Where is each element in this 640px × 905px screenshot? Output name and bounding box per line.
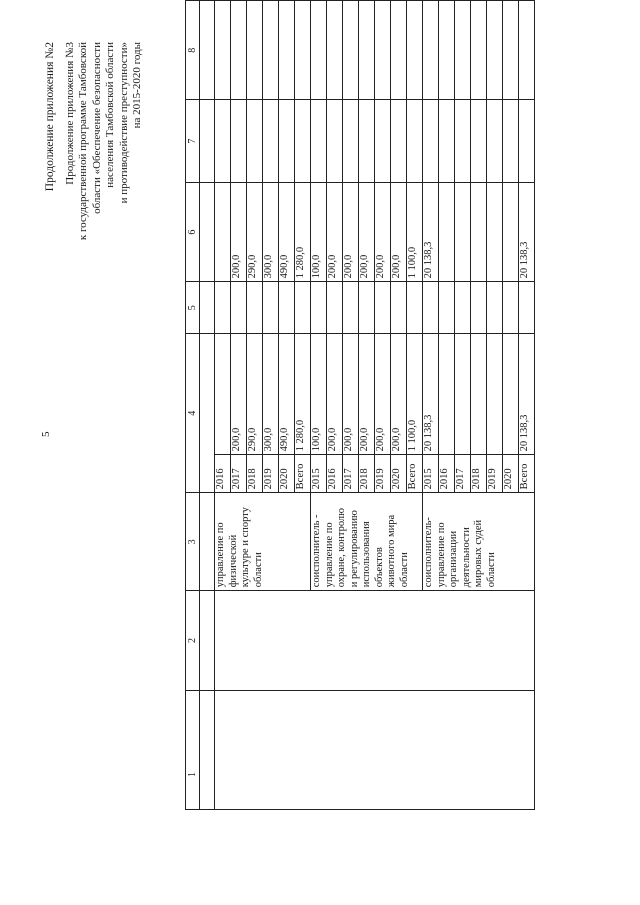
empty-cell	[343, 100, 359, 182]
empty-cell	[215, 100, 231, 182]
year-cell: 2016	[439, 455, 455, 493]
executor-line: объектов	[373, 547, 385, 588]
empty-cell	[519, 1, 535, 100]
empty-cell	[327, 100, 343, 182]
value-cell: 200,0	[343, 182, 359, 282]
empty-cell	[327, 1, 343, 100]
total-cell: 200,0	[375, 334, 391, 455]
empty-cell	[343, 282, 359, 334]
table-row	[215, 1, 231, 810]
empty-cell	[455, 282, 471, 334]
value-cell	[487, 182, 503, 282]
empty-cell	[231, 100, 247, 182]
year-cell: 2017	[231, 455, 247, 493]
empty-cell	[263, 1, 279, 100]
value-cell: 290,0	[247, 182, 263, 282]
empty-cell	[375, 1, 391, 100]
column-number: 4	[186, 334, 200, 493]
empty-cell	[247, 100, 263, 182]
empty-cell	[407, 100, 423, 182]
year-cell: 2020	[503, 455, 519, 493]
total-cell: 200,0	[359, 334, 375, 455]
total-cell: 1 100,0	[407, 334, 423, 455]
executor-line: использования	[361, 521, 372, 588]
executor-line: охране, контролю	[336, 507, 347, 588]
total-cell	[471, 334, 487, 455]
empty-cell	[423, 1, 439, 100]
appendix-header-line: населения Тамбовской области	[104, 42, 117, 188]
value-cell: 200,0	[231, 182, 247, 282]
empty-cell	[231, 1, 247, 100]
total-cell: 490,0	[279, 334, 295, 455]
empty-cell	[295, 1, 311, 100]
value-cell: 200,0	[327, 182, 343, 282]
empty-cell	[263, 282, 279, 334]
executor-line: управление по	[323, 522, 335, 588]
year-cell: 2018	[471, 455, 487, 493]
column-number: 7	[186, 100, 200, 182]
year-cell: 2019	[263, 455, 279, 493]
total-cell	[487, 334, 503, 455]
empty-cell	[311, 282, 327, 334]
year-cell: Всего	[407, 455, 423, 493]
total-cell: 20 138,3	[519, 334, 535, 455]
empty-cell	[487, 1, 503, 100]
empty-cell	[423, 100, 439, 182]
column-number-row	[186, 1, 200, 810]
total-cell: 290,0	[247, 334, 263, 455]
empty-cell	[279, 282, 295, 334]
value-cell: 1 100,0	[407, 182, 423, 282]
empty-cell	[423, 282, 439, 334]
empty-cell	[263, 100, 279, 182]
executor-line: области	[398, 552, 410, 588]
value-cell: 20 138,3	[423, 182, 439, 282]
empty-cell	[503, 100, 519, 182]
empty-cell	[471, 100, 487, 182]
table-cell	[200, 493, 215, 591]
empty-cell	[519, 100, 535, 182]
value-cell: 100,0	[311, 182, 327, 282]
empty-cell	[391, 1, 407, 100]
table-cell	[200, 282, 215, 334]
year-cell: 2017	[343, 455, 359, 493]
table-cell	[200, 100, 215, 182]
value-cell: 20 138,3	[519, 182, 535, 282]
appendix-header	[64, 42, 144, 372]
executor-line: физической	[227, 534, 239, 588]
empty-cell	[247, 282, 263, 334]
executor-line: организации	[448, 530, 459, 588]
executor-cell	[215, 493, 311, 591]
total-cell	[215, 334, 231, 455]
table-cell	[200, 334, 215, 493]
empty-cell	[295, 282, 311, 334]
executor-line: и регулированию	[348, 510, 360, 588]
value-cell	[471, 182, 487, 282]
appendix-header-line: и противодействие преступности»	[117, 42, 130, 204]
column-number: 2	[186, 591, 200, 690]
year-cell: 2019	[487, 455, 503, 493]
year-cell: Всего	[519, 455, 535, 493]
empty-cell	[439, 100, 455, 182]
empty-cell	[391, 100, 407, 182]
table-cell	[200, 182, 215, 282]
total-cell: 200,0	[391, 334, 407, 455]
empty-cell	[471, 282, 487, 334]
measure-name-cell	[215, 591, 535, 690]
year-cell: 2018	[359, 455, 375, 493]
column-number: 1	[186, 690, 200, 809]
continuation-title: Продолжение приложения №2	[44, 42, 56, 192]
column-number: 3	[186, 493, 200, 591]
empty-cell	[439, 1, 455, 100]
measure-cell	[215, 690, 535, 809]
year-cell: 2016	[215, 455, 231, 493]
year-cell: 2017	[455, 455, 471, 493]
value-cell	[503, 182, 519, 282]
total-cell: 20 138,3	[423, 334, 439, 455]
empty-cell	[359, 100, 375, 182]
empty-cell	[375, 282, 391, 334]
page-number: 5	[40, 431, 52, 437]
table-cell	[200, 591, 215, 690]
empty-cell	[439, 282, 455, 334]
executor-line: управление по	[435, 522, 447, 588]
empty-cell	[503, 1, 519, 100]
appendix-header-line: области «Обеспечение безопасности	[90, 42, 103, 214]
executor-line: культуре и спорту	[240, 507, 251, 588]
value-cell: 1 280,0	[295, 182, 311, 282]
executor-line: деятельности	[460, 527, 472, 588]
total-cell: 1 280,0	[295, 334, 311, 455]
appendix-header-line: на 2015-2020 годы	[131, 42, 144, 129]
empty-cell	[455, 1, 471, 100]
appendix-header-line: Продолжение приложения №3	[64, 42, 76, 185]
executor-line: соисполнитель -	[311, 514, 322, 588]
empty-cell	[519, 282, 535, 334]
year-cell: 2015	[311, 455, 327, 493]
empty-cell	[391, 282, 407, 334]
year-cell: 2018	[247, 455, 263, 493]
year-cell: 2016	[327, 455, 343, 493]
total-cell	[439, 334, 455, 455]
program-table	[185, 0, 535, 810]
value-cell: 200,0	[391, 182, 407, 282]
total-cell: 200,0	[343, 334, 359, 455]
executor-line: управление по	[215, 522, 226, 588]
value-cell	[439, 182, 455, 282]
empty-cell	[215, 282, 231, 334]
year-cell: 2019	[375, 455, 391, 493]
empty-cell	[407, 1, 423, 100]
year-cell: 2020	[391, 455, 407, 493]
empty-cell	[327, 282, 343, 334]
empty-cell	[455, 100, 471, 182]
year-cell: Всего	[295, 455, 311, 493]
empty-cell	[247, 1, 263, 100]
empty-cell	[471, 1, 487, 100]
empty-cell	[343, 1, 359, 100]
table-row	[200, 1, 215, 810]
empty-cell	[279, 100, 295, 182]
executor-line: области	[252, 552, 264, 588]
executor-cell	[423, 493, 535, 591]
empty-cell	[311, 1, 327, 100]
column-number: 5	[186, 282, 200, 334]
executor-line: животного мира	[386, 514, 397, 588]
empty-cell	[487, 282, 503, 334]
empty-cell	[215, 1, 231, 100]
total-cell	[503, 334, 519, 455]
table-cell	[200, 1, 215, 100]
executor-line: области	[485, 552, 497, 588]
executor-cell	[311, 493, 423, 591]
table-cell	[200, 690, 215, 809]
value-cell: 200,0	[359, 182, 375, 282]
empty-cell	[279, 1, 295, 100]
empty-cell	[359, 282, 375, 334]
total-cell: 100,0	[311, 334, 327, 455]
value-cell: 300,0	[263, 182, 279, 282]
empty-cell	[375, 100, 391, 182]
executor-line: соисполнитель-	[423, 517, 434, 588]
executor-line: мировых судей	[473, 519, 484, 588]
column-number: 8	[186, 1, 200, 100]
empty-cell	[487, 100, 503, 182]
empty-cell	[231, 282, 247, 334]
empty-cell	[503, 282, 519, 334]
value-cell: 490,0	[279, 182, 295, 282]
total-cell: 200,0	[327, 334, 343, 455]
value-cell	[215, 182, 231, 282]
empty-cell	[359, 1, 375, 100]
total-cell: 300,0	[263, 334, 279, 455]
total-cell	[455, 334, 471, 455]
year-cell: 2020	[279, 455, 295, 493]
appendix-header-line: к государственной программе Тамбовской	[77, 42, 90, 241]
empty-cell	[295, 100, 311, 182]
value-cell	[455, 182, 471, 282]
empty-cell	[407, 282, 423, 334]
year-cell: 2015	[423, 455, 439, 493]
value-cell: 200,0	[375, 182, 391, 282]
column-number: 6	[186, 182, 200, 282]
empty-cell	[311, 100, 327, 182]
total-cell: 200,0	[231, 334, 247, 455]
